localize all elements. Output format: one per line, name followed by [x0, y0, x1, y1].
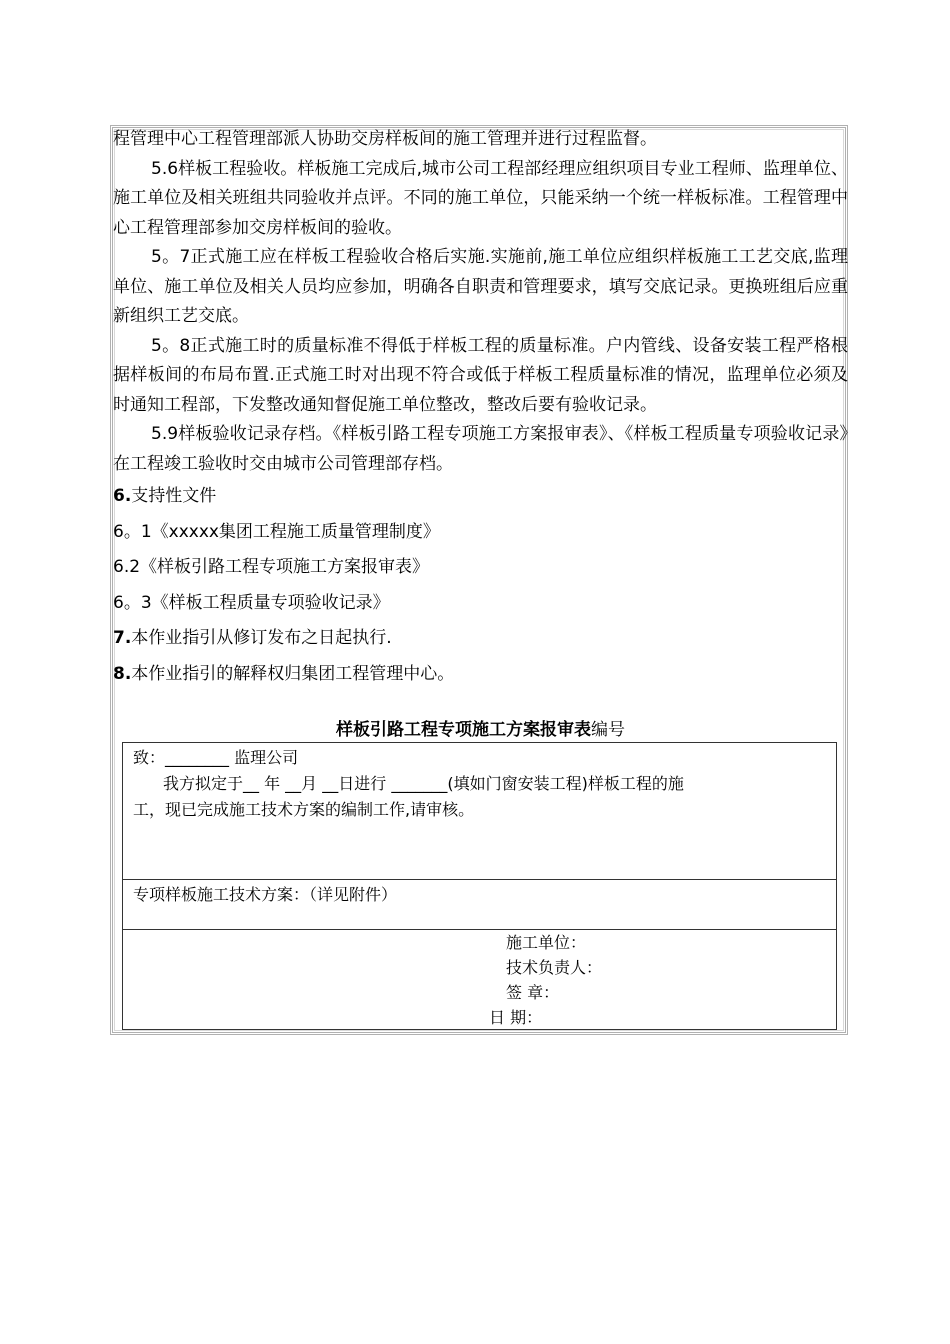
section-8-number: 8. [113, 663, 132, 684]
paragraph-5-6: 5.6样板工程验收。样板施工完成后,城市公司工程部经理应组织项目专业工程师、监理单位、施工单位及相关班组共同验收并点评。不同的施工单位，只能采纳一个统一样板标准。工程管理中心工程管理部参加交房样板间的验收。 [113, 158, 848, 238]
approval-form-table [122, 742, 837, 1030]
form-number-label: 编号 [591, 720, 625, 740]
signature-seal: 签 章： [506, 983, 560, 1002]
form-request-line-1: 我方拟定于__ 年 __月 __日进行 _______(填如门窗安装工程)样板工程的施 [163, 774, 684, 793]
form-title-bold: 样板引路工程专项施工方案报审表 [336, 720, 591, 740]
signature-date: 日 期： [489, 1008, 543, 1027]
section-6-number: 6. [113, 486, 132, 506]
item-6-1: 6。1《xxxxx集团工程施工质量管理制度》 [113, 521, 440, 542]
form-to-line: 致：________ 监理公司 [133, 748, 299, 767]
paragraph-continuation: 程管理中心工程管理部派人协助交房样板间的施工管理并进行过程监督。 [113, 129, 657, 149]
signature-unit: 施工单位： [506, 933, 587, 952]
form-plan-cell [123, 880, 836, 930]
form-request-line-2: 工，现已完成施工技术方案的编制工作,请审核。 [133, 800, 475, 819]
section-7 [113, 621, 848, 657]
section-6-heading [113, 479, 848, 515]
item-6-2: 6.2《样板引路工程专项施工方案报审表》 [113, 557, 430, 577]
section-7-text: 本作业指引从修订发布之日起执行. [131, 628, 392, 648]
paragraph-5-9: 5.9样板验收记录存档。《样板引路工程专项施工方案报审表》、《样板工程质量专项验收记录》在工程竣工验收时交由城市公司管理部存档。 [113, 424, 848, 474]
item-6-3: 6。3《样板工程质量专项验收记录》 [113, 592, 390, 613]
paragraph-5-8: 5。8正式施工时的质量标准不得低于样板工程的质量标准。户内管线、设备安装工程严格根据样板间的布局布置.正式施工时对出现不符合或低于样板工程质量标准的情况，监理单位必须及时通知工程部，下发整改通知督促施工单位整改，整改后要有验收记录。 [113, 335, 848, 415]
section-8 [113, 657, 848, 693]
paragraph-5-7: 5。7正式施工应在样板工程验收合格后实施.实施前,施工单位应组织样板施工工艺交底,监理单位、施工单位及相关人员均应参加，明确各自职责和管理要求，填写交底记录。更换班组后应重新组织工艺交底。 [113, 247, 848, 326]
form-signature-cell [123, 930, 836, 1029]
form-request-cell [123, 743, 836, 880]
section-7-number: 7. [113, 628, 132, 648]
section-8-text: 本作业指引的解释权归集团工程管理中心。 [131, 663, 455, 684]
form-plan-line: 专项样板施工技术方案：（详见附件） [133, 885, 398, 904]
signature-tech-lead: 技术负责人： [506, 958, 603, 977]
form-title [113, 716, 848, 744]
section-6-text: 支持性文件 [131, 486, 217, 506]
document-body [113, 125, 848, 692]
